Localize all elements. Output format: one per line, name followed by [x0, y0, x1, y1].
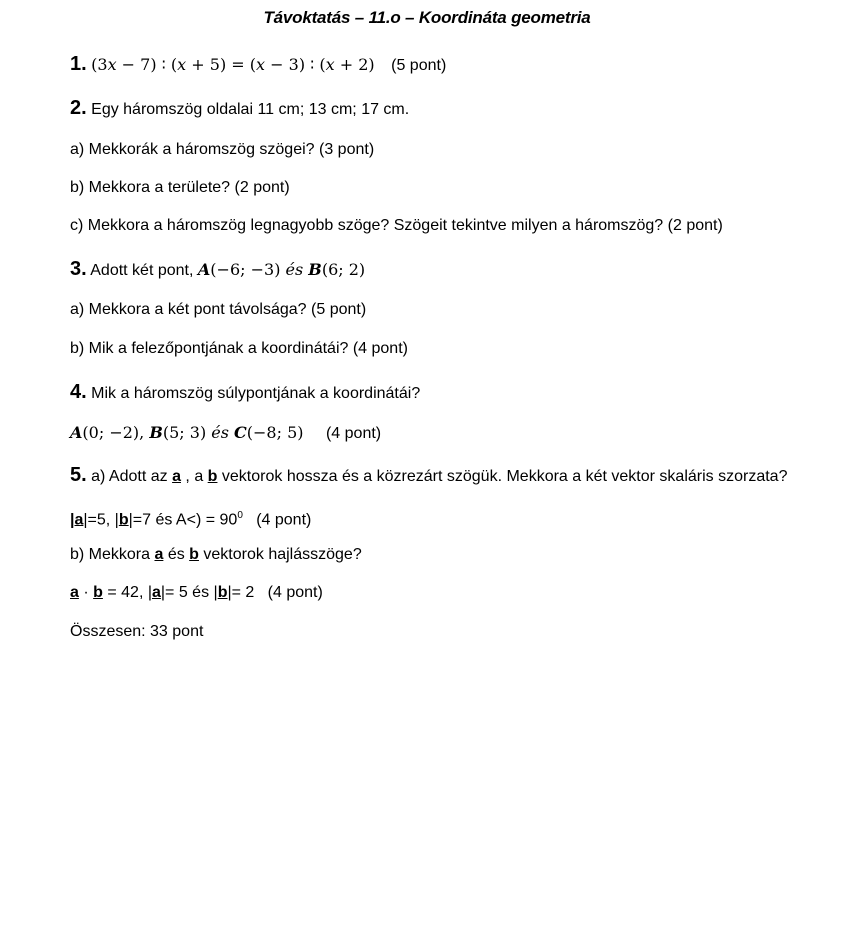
vector-b: b — [189, 546, 199, 563]
question-text: és — [163, 546, 190, 563]
vector-a: a — [70, 584, 79, 601]
abs-bar: | — [70, 511, 75, 529]
question-number: 4. — [70, 381, 87, 403]
vector-b: b — [217, 584, 228, 601]
question-text: vektorok hajlásszöge? — [198, 546, 362, 563]
vector-a: a — [154, 546, 164, 563]
question-number: 1. — [70, 53, 87, 75]
page-title: Távoktatás – 11.o – Koordináta geometria — [263, 8, 591, 27]
question-text: Adott két pont, — [90, 262, 198, 279]
question-number: 3. — [70, 258, 87, 280]
question-3b: b) Mik a felezőpontjának a koordinátái? (4 pont) — [70, 340, 408, 357]
question-text: a) Adott az — [91, 468, 173, 485]
equation: (3x − 7) ∶ (x + 5) = (x − 3) ∶ (x + 2) — [91, 55, 375, 74]
question-4-points — [70, 423, 381, 444]
question-text: Mik a háromszög súlypontjának a koordinátái? — [91, 385, 421, 402]
given-text: |= 5 és | — [160, 584, 218, 601]
vector-a: a — [74, 511, 84, 529]
point-A: A(−6; −3) és B(6; 2) — [197, 260, 366, 279]
question-2a: a) Mekkorák a háromszög szögei? (3 pont) — [70, 141, 375, 158]
points: (4 pont) — [242, 511, 312, 529]
given-text: |=7 és A<) = 90 — [128, 511, 238, 529]
question-2 — [70, 98, 409, 120]
vector-b: b — [118, 511, 129, 529]
question-4 — [70, 382, 420, 404]
triangle-vertices: A(0; −2), B(5; 3) és C(−8; 5) — [70, 423, 304, 442]
question-text: , a — [180, 468, 208, 485]
total-points: Összesen: 33 pont — [70, 623, 204, 640]
vector-b: b — [207, 468, 218, 485]
question-5b — [70, 545, 362, 565]
question-2c: c) Mekkora a háromszög legnagyobb szöge? Szögeit tekintve milyen a háromszög? (2 pont) — [70, 217, 723, 234]
points: (4 pont) — [325, 425, 382, 442]
dot-operator: · — [78, 584, 94, 601]
question-text: Egy háromszög oldalai 11 cm; 13 cm; 17 cm. — [91, 101, 410, 118]
vector-b: b — [93, 584, 103, 601]
question-5a-given — [70, 506, 311, 530]
question-text: vektorok hossza és a közrezárt szögük. Mekkora a két vektor skaláris szorzata? — [217, 468, 788, 485]
vector-a: a — [151, 584, 161, 601]
question-5a — [70, 465, 787, 487]
given-text: = 42, | — [102, 584, 152, 601]
question-3a: a) Mekkora a két pont távolsága? (5 pont) — [70, 301, 367, 318]
question-5b-given — [70, 583, 323, 603]
vector-a: a — [172, 468, 181, 485]
question-3 — [70, 259, 365, 281]
question-number: 2. — [70, 97, 87, 119]
given-text: |=5, | — [83, 511, 119, 529]
question-text: b) Mekkora — [70, 546, 155, 563]
question-2b: b) Mekkora a területe? (2 pont) — [70, 179, 290, 196]
given-text: |= 2 (4 pont) — [227, 584, 323, 601]
degree-sup: 0 — [237, 510, 243, 521]
points: (5 pont) — [391, 57, 447, 74]
question-number: 5. — [70, 464, 87, 486]
question-1 — [70, 54, 446, 76]
